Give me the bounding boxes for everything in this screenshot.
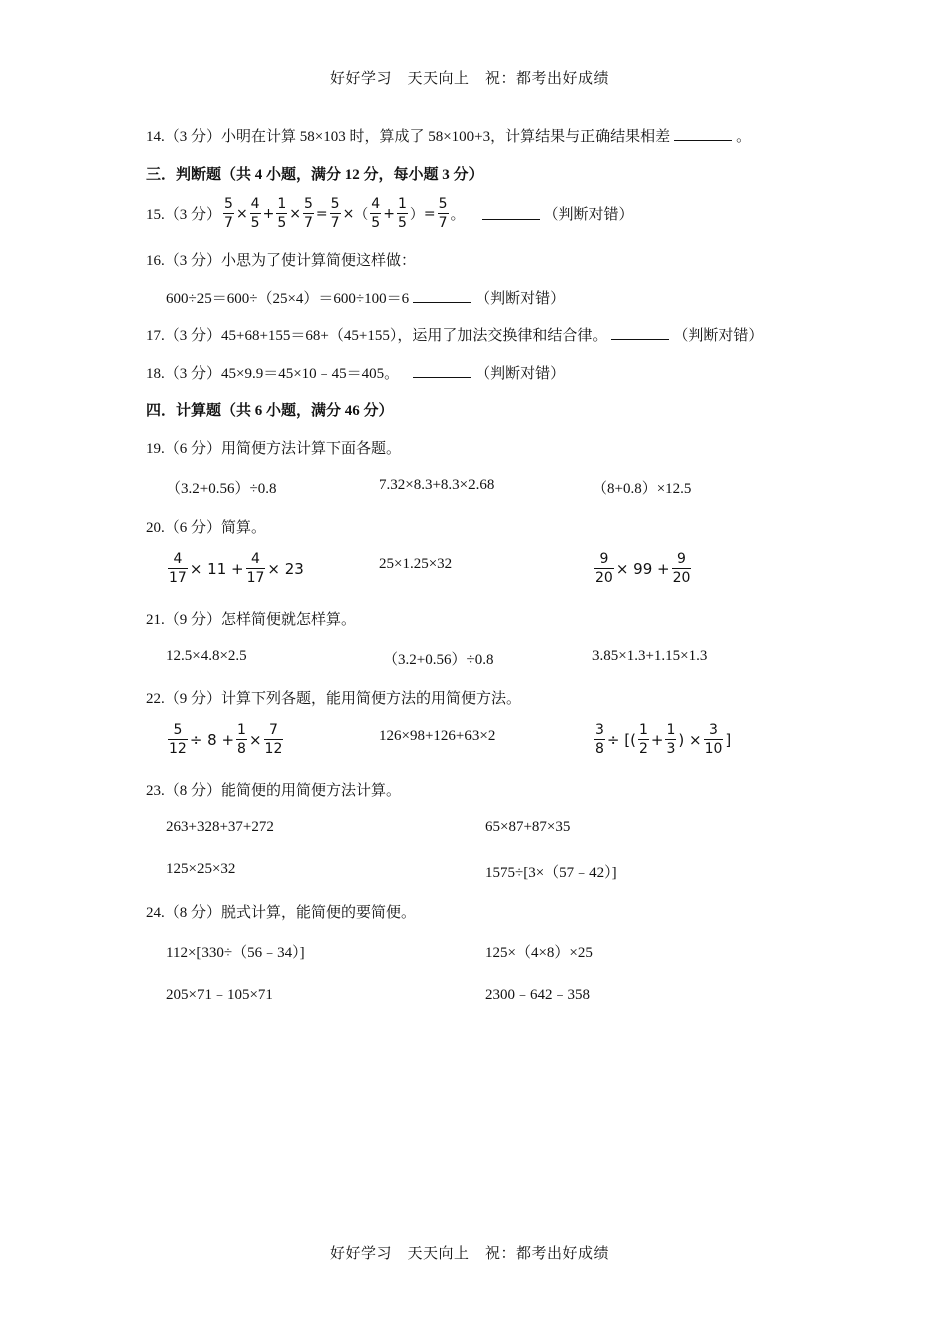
- problem-item: 1575÷[3×（57﹣42）]: [485, 865, 617, 881]
- answer-blank-16[interactable]: [413, 290, 471, 303]
- question-14-text: 14.（3 分）小明在计算 58×103 时，算成了 58×100+3，计算结果与正确结果相差: [146, 129, 671, 145]
- operator: ÷ [(: [606, 730, 636, 749]
- fraction: $\frac{7}{12}$: [264, 722, 283, 757]
- operator: +: [262, 205, 275, 222]
- problem-item: （3.2+0.56）÷0.8: [166, 481, 277, 497]
- fraction: $\frac{5}{7}$: [330, 196, 340, 231]
- judge-hint: （判断对错）: [543, 207, 634, 223]
- fraction: $\frac{1}{8}$: [237, 722, 246, 757]
- section-3-title: 三．判断题（共 4 小题，满分 12 分，每小题 3 分）: [146, 167, 484, 183]
- question-23-text: 23.（8 分）能简便的用简便方法计算。: [146, 783, 402, 799]
- fraction: $\frac{1}{3}$: [666, 722, 676, 757]
- operator: ) ×: [678, 730, 702, 749]
- question-18: [146, 362, 565, 383]
- question-17-text: 17.（3 分）45+68+155＝68+（45+155），运用了加法交换律和结合律。: [146, 328, 608, 344]
- question-14-end: 。: [736, 129, 752, 145]
- question-17: [146, 324, 763, 345]
- fraction: $\frac{9}{20}$: [672, 551, 691, 586]
- fraction: $\frac{9}{20}$: [595, 551, 613, 586]
- answer-blank-18[interactable]: [413, 365, 471, 378]
- operator: ）: [409, 206, 424, 223]
- problem-item: 65×87+87×35: [485, 819, 571, 835]
- problem-item: [592, 723, 731, 756]
- problem-item: 125×25×32: [166, 861, 236, 877]
- fraction: $\frac{1}{2}$: [638, 722, 648, 757]
- question-19-text: 19.（6 分）用简便方法计算下面各题。: [146, 441, 402, 457]
- fraction: $\frac{3}{10}$: [704, 722, 723, 757]
- question-16-work: [166, 287, 565, 308]
- problem-item: [592, 552, 693, 585]
- operator: ×: [342, 205, 355, 222]
- fraction: $\frac{3}{8}$: [595, 722, 604, 757]
- fraction: $\frac{4}{17}$: [246, 551, 265, 586]
- question-21-text: 21.（9 分）怎样简便就怎样算。: [146, 612, 357, 628]
- judge-hint: （判断对错）: [475, 291, 566, 307]
- operator: =: [423, 205, 436, 222]
- problem-item: 3.85×1.3+1.15×1.3: [592, 648, 708, 664]
- question-15-end: 。: [450, 207, 466, 223]
- question-15: [146, 197, 634, 230]
- question-22-text: 22.（9 分）计算下列各题，能用简便方法的用简便方法。: [146, 691, 522, 707]
- problem-item: 7.32×8.3+8.3×2.68: [379, 477, 495, 493]
- question-15-prefix: 15.（3 分）: [146, 207, 222, 223]
- answer-blank-14[interactable]: [674, 128, 732, 141]
- fraction: $\frac{1}{5}$: [397, 196, 407, 231]
- operator: ×: [289, 205, 301, 222]
- page-header: 好好学习 天天向上 祝：都考出好成绩: [330, 69, 610, 87]
- operator: +: [650, 730, 664, 749]
- question-16-expression: 600÷25＝600÷（25×4）＝600÷100＝6: [166, 291, 410, 307]
- fraction: $\frac{5}{7}$: [224, 196, 233, 231]
- operator: （: [354, 206, 369, 223]
- problem-item: 2300﹣642﹣358: [485, 987, 591, 1003]
- problem-item: [166, 552, 304, 585]
- operator: =: [315, 205, 328, 222]
- problem-item: [166, 723, 285, 756]
- answer-blank-17[interactable]: [611, 327, 669, 340]
- problem-item: 205×71﹣105×71: [166, 987, 273, 1003]
- question-24-text: 24.（8 分）脱式计算，能简便的要简便。: [146, 905, 417, 921]
- section-4-title: 四．计算题（共 6 小题，满分 46 分）: [146, 403, 394, 419]
- operator: × 23: [267, 559, 304, 578]
- fraction: $\frac{5}{7}$: [438, 196, 448, 231]
- page-footer: 好好学习 天天向上 祝：都考出好成绩: [330, 1244, 610, 1262]
- fraction: $\frac{1}{5}$: [277, 196, 287, 231]
- operator: ÷ 8 +: [189, 730, 235, 749]
- problem-item: 112×[330÷（56﹣34）]: [166, 945, 305, 961]
- operator: ×: [235, 205, 248, 222]
- problem-item: 263+328+37+272: [166, 819, 274, 835]
- operator: ×: [248, 730, 262, 749]
- fraction: $\frac{4}{5}$: [371, 196, 381, 231]
- fraction: $\frac{5}{12}$: [169, 722, 187, 757]
- operator: +: [383, 205, 395, 222]
- question-20-text: 20.（6 分）简算。: [146, 520, 267, 536]
- question-14: [146, 125, 751, 146]
- problem-item: 12.5×4.8×2.5: [166, 648, 247, 664]
- fraction: $\frac{5}{7}$: [303, 196, 313, 231]
- question-18-text: 18.（3 分）45×9.9＝45×10﹣45＝405。: [146, 366, 400, 382]
- problem-item: 126×98+126+63×2: [379, 728, 496, 744]
- fraction: $\frac{4}{17}$: [169, 551, 187, 586]
- operator: × 99 +: [615, 559, 670, 578]
- problem-item: 125×（4×8）×25: [485, 945, 593, 961]
- fraction: $\frac{4}{5}$: [250, 196, 260, 231]
- problem-item: 25×1.25×32: [379, 556, 453, 572]
- question-16-text: 16.（3 分）小思为了使计算简便这样做：: [146, 253, 417, 269]
- answer-blank-15[interactable]: [482, 207, 540, 220]
- judge-hint: （判断对错）: [673, 328, 764, 344]
- operator: × 11 +: [189, 559, 244, 578]
- operator: ]: [725, 730, 732, 749]
- problem-item: （3.2+0.56）÷0.8: [383, 652, 494, 668]
- judge-hint: （判断对错）: [475, 366, 566, 382]
- problem-item: （8+0.8）×12.5: [592, 481, 692, 497]
